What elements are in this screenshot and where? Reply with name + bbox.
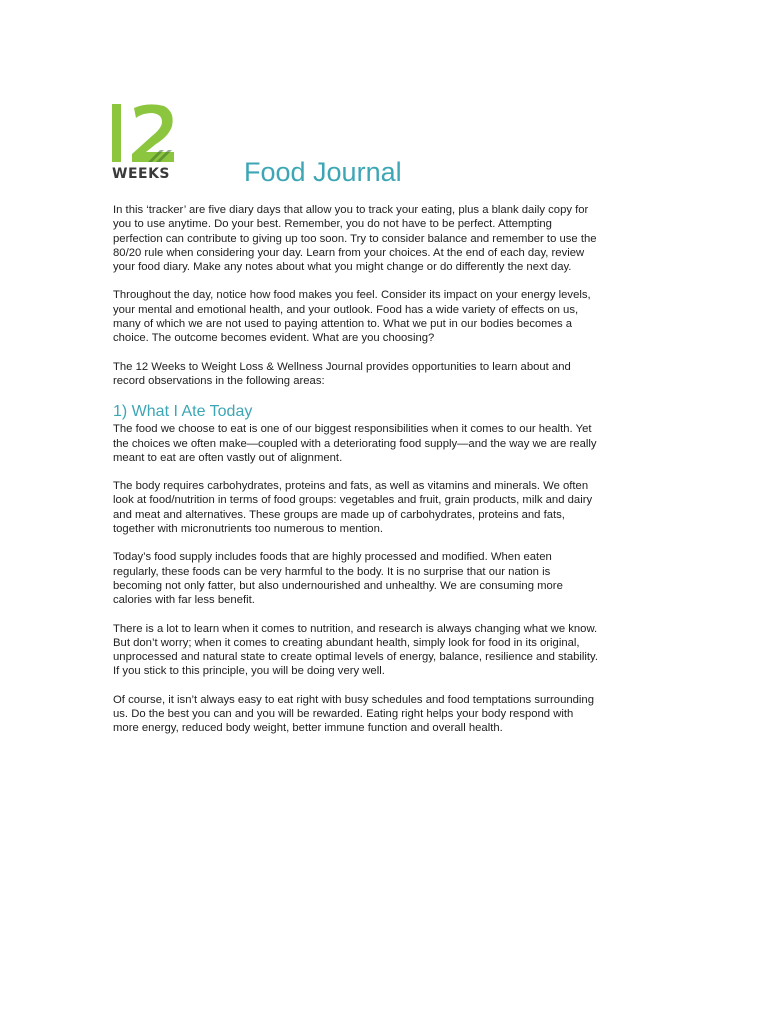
section-paragraph: Today’s food supply includes foods that are highly processed and modified. When eaten regularly, these foods can be very harmful to the body. It is no surprise that our nation is becoming not only fatter, but also undernourished and unhealthy. We are consuming more calories with far less benefit. xyxy=(113,551,563,607)
section-paragraph: The food we choose to eat is one of our biggest responsibilities when it comes to our health. Yet the choices we often make—coupled with a deteriorating food supply—and the way we are really meant to eat are often vastly out of alignment. xyxy=(113,423,597,464)
weeks-wordmark: WEEKS xyxy=(112,166,171,182)
intro-paragraph: Throughout the day, notice how food makes you feel. Consider its impact on your energy levels, your mental and emotional health, and your outlook. Food has a wide variety of effects on us, many of which we are not used to paying attention to. What we put in our bodies becomes a choice. The outcome becomes evident. What are you choosing? xyxy=(113,289,591,345)
section-heading: 1) What I Ate Today xyxy=(113,403,253,421)
page-title: Food Journal xyxy=(244,157,402,187)
section-paragraph: The body requires carbohydrates, proteins and fats, as well as vitamins and minerals. We often look at food/nutrition in terms of food groups: vegetables and fruit, grain products, milk and dairy and meat and alternatives. These groups are made up of carbohydrates, proteins and fats, together with micronutrients too numerous to mention. xyxy=(113,480,593,536)
document-body xyxy=(113,203,598,750)
twelve-numeral-logo-mark xyxy=(112,104,176,166)
intro-paragraph: In this ‘tracker’ are five diary days that allow you to track your eating, plus a blank daily copy for you to use anytime. Do your best. Remember, you do not have to be perfect. Attempting perfection can contribute to giving up too soon. Try to consider balance and remember to use the 80/20 rule when considering your day. Learn from your choices. At the end of each day, review your food diary. Make any notes about what you might change or do differently the next day. xyxy=(113,204,597,274)
twelve-weeks-logo xyxy=(112,104,176,184)
section-paragraph: There is a lot to learn when it comes to nutrition, and research is always changing what we know. But don’t worry; when it comes to creating abundant health, simply look for food in its original, unprocessed and natural state to create optimal levels of energy, balance, resilience and stability. If you stick to this principle, you will be doing very well. xyxy=(113,622,598,678)
intro-paragraph: The 12 Weeks to Weight Loss & Wellness Journal provides opportunities to learn about and record observations in the following areas: xyxy=(113,360,571,387)
section-paragraph: Of course, it isn’t always easy to eat right with busy schedules and food temptations surrounding us. Do the best you can and you will be rewarded. Eating right helps your body respond with more energy, reduced body weight, better immune function and overall health. xyxy=(113,693,595,735)
